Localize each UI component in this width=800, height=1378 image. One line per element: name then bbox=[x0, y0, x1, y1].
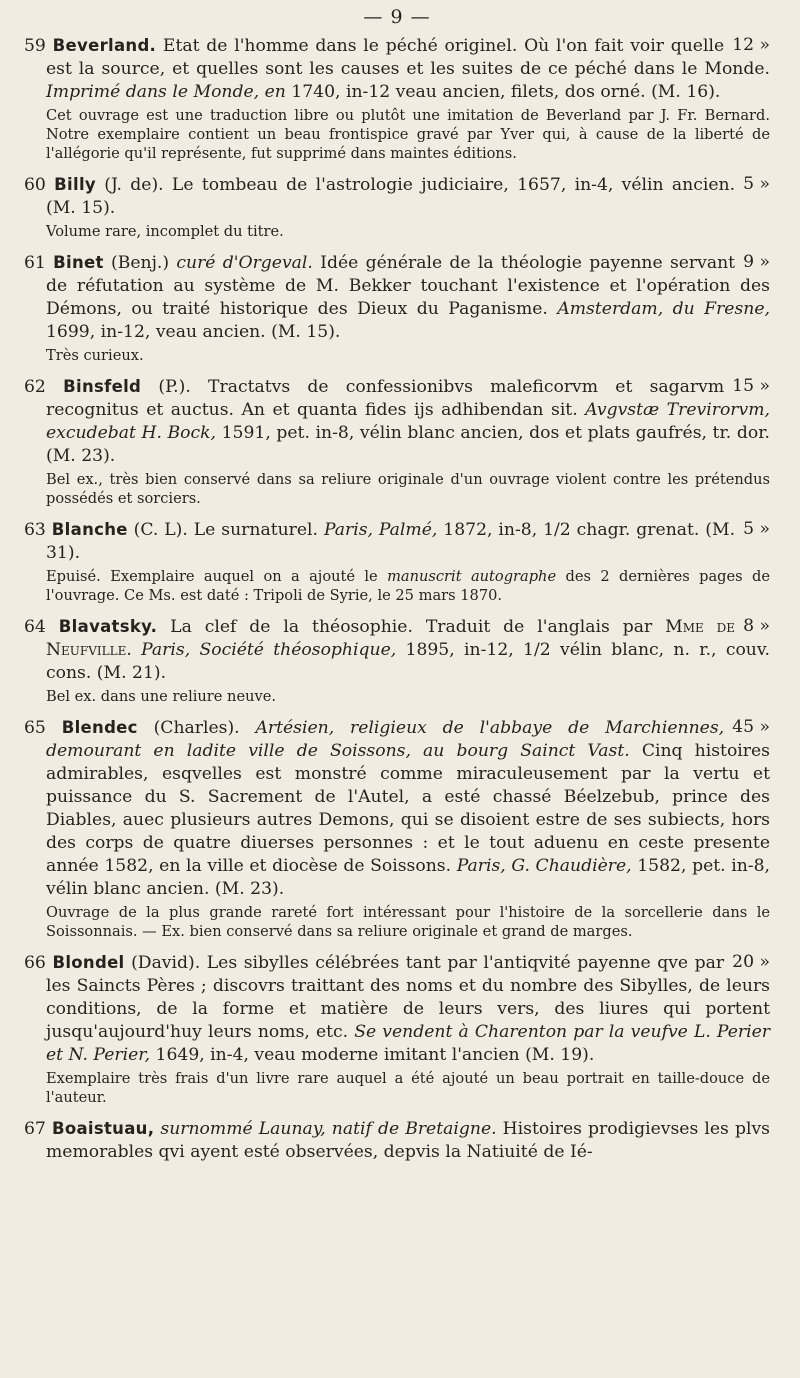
entry-note: Volume rare, incomplet du titre. bbox=[46, 223, 284, 240]
entry-publication-italic: Paris, Société théosophique, bbox=[141, 640, 397, 660]
entry-author: Blondel bbox=[52, 953, 125, 972]
entry-publication-italic: Amsterdam, du Fresne, bbox=[557, 299, 770, 319]
entry-author-title-italic: Artésien, religieux de l'abbaye de Marchiennes, demourant en ladite ville de Soissons, au bourg Sainct Vast. bbox=[46, 718, 725, 761]
entry-publication-italic: Se vendent à Charenton par la veufve L. Perier et N. Perier, bbox=[46, 1022, 770, 1065]
entry-note bbox=[24, 567, 770, 605]
entry-body bbox=[24, 251, 770, 344]
page-number: — 9 — bbox=[363, 6, 431, 28]
entry-body bbox=[24, 951, 770, 1067]
entry-number: 62 bbox=[24, 377, 46, 397]
entry-number: 60 bbox=[24, 175, 46, 195]
entry-text: Etat de l'homme dans le péché originel. Où l'on fait voir quelle est la source, et quelles sont les causes et les suites de ce péché dans le Monde. bbox=[46, 36, 770, 79]
entry-author-title-italic: curé d'Orgeval. bbox=[176, 253, 313, 273]
entry-price: 15 » bbox=[732, 376, 770, 396]
entry-author: Beverland. bbox=[52, 36, 157, 55]
entry-spacer bbox=[132, 640, 141, 660]
catalog-entry-62 bbox=[24, 375, 770, 508]
entry-number: 64 bbox=[24, 617, 46, 637]
entry-text: (Charles). bbox=[137, 718, 256, 738]
entry-text-3: 1582, pet. in-8, vélin blanc ancien. (M. 23). bbox=[46, 856, 770, 899]
entry-author: Blanche bbox=[51, 520, 128, 539]
entry-note-rest: des 2 dernières pages de l'ouvrage. Ce Ms. est daté : Tripoli de Syrie, le 25 mars 1870. bbox=[46, 568, 770, 604]
entry-note-pre: Epuisé. Exemplaire auquel on a ajouté le bbox=[46, 568, 388, 585]
entry-body bbox=[24, 375, 770, 468]
entry-body bbox=[24, 173, 770, 220]
entry-price: 9 » bbox=[743, 252, 770, 272]
entry-price: 45 » bbox=[732, 717, 770, 737]
catalog-entry-67 bbox=[24, 1117, 770, 1164]
entry-translator: Mme de Neufville. bbox=[46, 617, 736, 660]
catalog-entry-60 bbox=[24, 173, 770, 241]
catalog-entry-63 bbox=[24, 518, 770, 605]
entry-author: Billy bbox=[54, 175, 96, 194]
entry-text-2: Cinq histoires admirables, esqvelles est monstré comme miraculeusement par la vertu et puissance du S. Sacrement de l'Autel, a esté chassé Béelzebub, prince des Diables, auec plusieurs autres Demons, qui se disoient estre de ses subiects, hors des corps de quatre diuerses personnes : et le tout aduenu en ceste presente année 1582, en la ville et diocèse de Soissons. bbox=[46, 741, 770, 876]
entry-note: Exemplaire très frais d'un livre rare auquel a été ajouté un beau portrait en taille-douce de l'auteur. bbox=[46, 1070, 770, 1106]
entry-text: (Benj.) bbox=[103, 253, 177, 273]
entry-text-3: 1699, in-12, veau ancien. (M. 15). bbox=[46, 322, 341, 342]
entry-price: 5 » bbox=[743, 174, 770, 194]
entry-body bbox=[24, 615, 770, 685]
entry-body bbox=[24, 716, 770, 901]
entry-note: Très curieux. bbox=[46, 347, 144, 364]
entry-price: 12 » bbox=[732, 35, 770, 55]
entry-note: Bel ex. dans une reliure neuve. bbox=[46, 688, 277, 705]
catalog-entry-64 bbox=[24, 615, 770, 706]
entry-text-2: 1591, pet. in-8, vélin blanc ancien, dos et plats gaufrés, tr. dor. (M. 23). bbox=[46, 423, 770, 466]
entry-author: Blendec bbox=[61, 718, 138, 737]
entry-number: 65 bbox=[24, 718, 46, 738]
entry-body bbox=[24, 518, 770, 565]
entry-price: 8 » bbox=[743, 616, 770, 636]
entry-body bbox=[24, 34, 770, 104]
entry-note-italic: manuscrit autographe bbox=[387, 568, 557, 585]
entry-author-title-italic: surnommé Launay, natif de Bretaigne. bbox=[160, 1119, 497, 1139]
catalog-entry-61 bbox=[24, 251, 770, 365]
entry-publication-italic: Paris, Palmé, bbox=[323, 520, 438, 540]
entry-text-2: 1740, in-12 veau ancien, filets, dos orné. (M. 16). bbox=[285, 82, 721, 102]
entry-author: Blavatsky. bbox=[58, 617, 158, 636]
entry-text-2: 1649, in-4, veau moderne imitant l'ancien (M. 19). bbox=[150, 1045, 595, 1065]
entry-note: Cet ouvrage est une traduction libre ou plutôt une imitation de Beverland par J. Fr. Bernard. Notre exemplaire contient un beau frontispice gravé par Yver qui, à cause de la liberté de l'allégorie qu'il représente, fut supprimé dans maintes éditions. bbox=[46, 107, 770, 162]
entry-text: (C. L). Le surnaturel. bbox=[127, 520, 324, 540]
entry-number: 61 bbox=[24, 253, 46, 273]
entry-author: Boaistuau, bbox=[51, 1119, 155, 1138]
entry-author: Binsfeld bbox=[63, 377, 142, 396]
entry-number: 66 bbox=[24, 953, 46, 973]
catalog-entry-65 bbox=[24, 716, 770, 941]
entry-text: La clef de la théosophie. Traduit de l'anglais par bbox=[157, 617, 666, 637]
entry-text-2: Histoires prodigievses les plvs memorables qvi ayent esté observées, depvis la Natiuité de Ié- bbox=[46, 1119, 770, 1162]
entry-publication-italic: Imprimé dans le Monde, en bbox=[46, 82, 286, 102]
entry-text-2: 1895, in-12, 1/2 vélin blanc, n. r., couv. cons. (M. 21). bbox=[46, 640, 771, 683]
entry-number: 63 bbox=[24, 520, 46, 540]
entry-author: Binet bbox=[53, 253, 104, 272]
entry-publication-italic: Avgvstæ Trevirorvm, excudebat H. Bock, bbox=[46, 400, 770, 443]
entry-text: (David). Les sibylles célébrées tant par l'antiqvité payenne qve par les Saincts Pères ; discovrs traittant des noms et du nombre des Sibylles, de leurs conditions, de la forme et matière de leurs vers, des liures qui portent jusqu'aujourd'huy leurs noms, etc. bbox=[46, 953, 770, 1042]
catalog-entry-66 bbox=[24, 951, 770, 1107]
entry-note: Ouvrage de la plus grande rareté fort intéressant pour l'histoire de la sorcellerie dans le Soissonnais. — Ex. bien conservé dans sa reliure originale et grand de marges. bbox=[46, 904, 770, 940]
entry-text: (P.). Tractatvs de confessionibvs maleficorvm et sagarvm recognitus et auctus. An et quanta fides ijs adhibendan sit. bbox=[46, 377, 725, 420]
entry-body bbox=[24, 1117, 770, 1164]
entry-price: 5 » bbox=[743, 519, 770, 539]
entry-publication-italic: Paris, G. Chaudière, bbox=[456, 856, 632, 876]
entry-text: (J. de). Le tombeau de l'astrologie judiciaire, 1657, in-4, vélin ancien. (M. 15). bbox=[46, 175, 736, 218]
entry-number: 67 bbox=[24, 1119, 46, 1139]
entry-text-2: Idée générale de la théologie payenne servant de réfutation au système de M. Bekker touchant l'existence et l'opération des Démons, ou traité historique des Dieux du Paganisme. bbox=[46, 253, 770, 319]
catalog-entry-59 bbox=[24, 34, 770, 163]
entry-note: Bel ex., très bien conservé dans sa reliure originale d'un ouvrage violent contre les prétendus possédés et sorciers. bbox=[46, 471, 770, 507]
entry-number: 59 bbox=[24, 36, 46, 56]
entry-price: 20 » bbox=[732, 952, 770, 972]
entry-text-2: 1872, in-8, 1/2 chagr. grenat. (M. 31). bbox=[46, 520, 736, 563]
